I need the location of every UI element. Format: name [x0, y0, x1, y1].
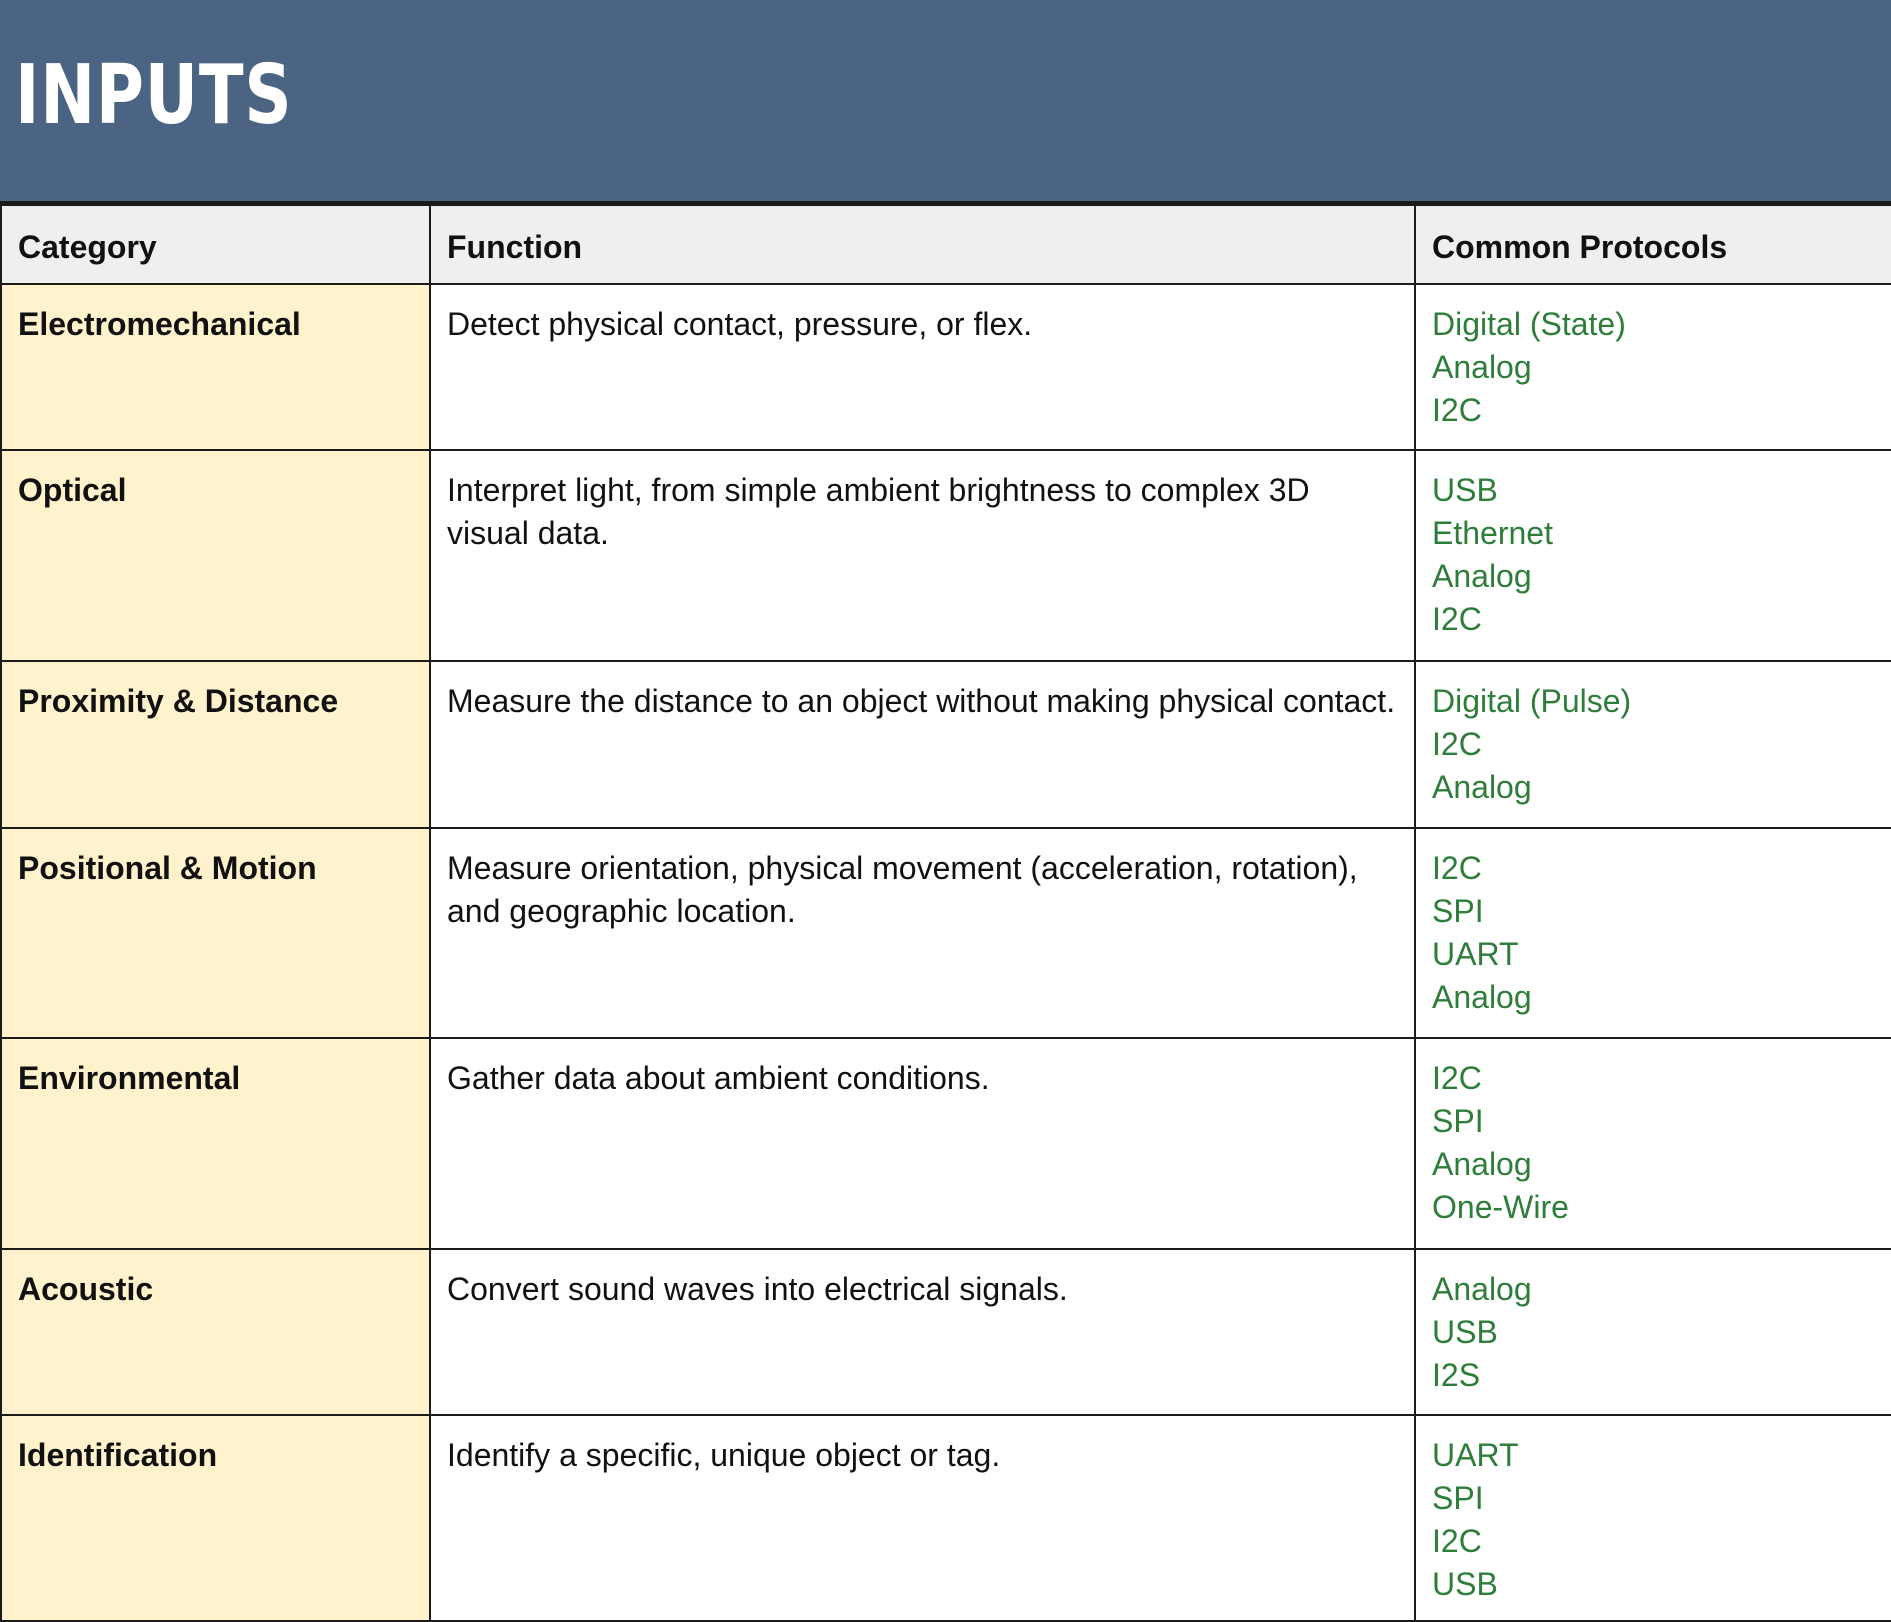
protocols-cell: [1415, 828, 1891, 1038]
protocols-cell: [1415, 1249, 1891, 1415]
function-cell: Convert sound waves into electrical signals.: [430, 1249, 1415, 1415]
protocol-item: Analog: [1432, 769, 1532, 805]
category-cell: Environmental: [1, 1038, 430, 1249]
protocols-cell: [1415, 1038, 1891, 1249]
protocol-item: USB: [1432, 1566, 1498, 1602]
protocol-item: USB: [1432, 472, 1498, 508]
protocol-item: Analog: [1432, 558, 1532, 594]
protocol-item: I2S: [1432, 1357, 1481, 1393]
protocols-cell: [1415, 450, 1891, 661]
protocol-item: Ethernet: [1432, 515, 1553, 551]
protocol-item: I2C: [1432, 1523, 1482, 1559]
table-row: [1, 828, 1891, 1038]
function-cell: Interpret light, from simple ambient brightness to complex 3D visual data.: [430, 450, 1415, 661]
category-cell: Proximity & Distance: [1, 661, 430, 828]
function-cell: Identify a specific, unique object or tag.: [430, 1415, 1415, 1621]
protocol-item: SPI: [1432, 1480, 1484, 1516]
title-banner: [0, 0, 1891, 204]
protocol-item: SPI: [1432, 893, 1484, 929]
protocol-item: Digital (Pulse): [1432, 683, 1632, 719]
protocol-item: USB: [1432, 1314, 1498, 1350]
protocol-item: Digital (State): [1432, 306, 1626, 342]
table-body: [1, 284, 1891, 1621]
function-cell: Detect physical contact, pressure, or flex.: [430, 284, 1415, 450]
protocol-item: UART: [1432, 936, 1519, 972]
protocol-item: I2C: [1432, 601, 1482, 637]
function-cell: Measure the distance to an object without making physical contact.: [430, 661, 1415, 828]
protocol-item: Analog: [1432, 1146, 1532, 1182]
protocol-item: Analog: [1432, 1271, 1532, 1307]
header-function: Function: [430, 205, 1415, 284]
table-row: [1, 1249, 1891, 1415]
table-row: [1, 661, 1891, 828]
protocols-cell: [1415, 1415, 1891, 1621]
category-cell: Optical: [1, 450, 430, 661]
category-cell: Electromechanical: [1, 284, 430, 450]
function-cell: Measure orientation, physical movement (acceleration, rotation), and geographic location.: [430, 828, 1415, 1038]
table-row: [1, 1415, 1891, 1621]
protocol-item: SPI: [1432, 1103, 1484, 1139]
protocol-item: I2C: [1432, 726, 1482, 762]
protocol-item: Analog: [1432, 349, 1532, 385]
header-protocols: Common Protocols: [1415, 205, 1891, 284]
protocols-cell: [1415, 661, 1891, 828]
category-cell: Positional & Motion: [1, 828, 430, 1038]
protocol-item: One-Wire: [1432, 1189, 1569, 1225]
header-category: Category: [1, 205, 430, 284]
protocol-item: UART: [1432, 1437, 1519, 1473]
protocol-item: I2C: [1432, 392, 1482, 428]
protocol-item: Analog: [1432, 979, 1532, 1015]
protocol-item: I2C: [1432, 850, 1482, 886]
protocol-item: I2C: [1432, 1060, 1482, 1096]
category-cell: Identification: [1, 1415, 430, 1621]
category-cell: Acoustic: [1, 1249, 430, 1415]
table-row: [1, 284, 1891, 450]
inputs-table: [0, 204, 1891, 1622]
table-row: [1, 1038, 1891, 1249]
header-row: [1, 205, 1891, 284]
protocols-cell: [1415, 284, 1891, 450]
table-row: [1, 450, 1891, 661]
function-cell: Gather data about ambient conditions.: [430, 1038, 1415, 1249]
page-title: INPUTS: [15, 48, 293, 143]
